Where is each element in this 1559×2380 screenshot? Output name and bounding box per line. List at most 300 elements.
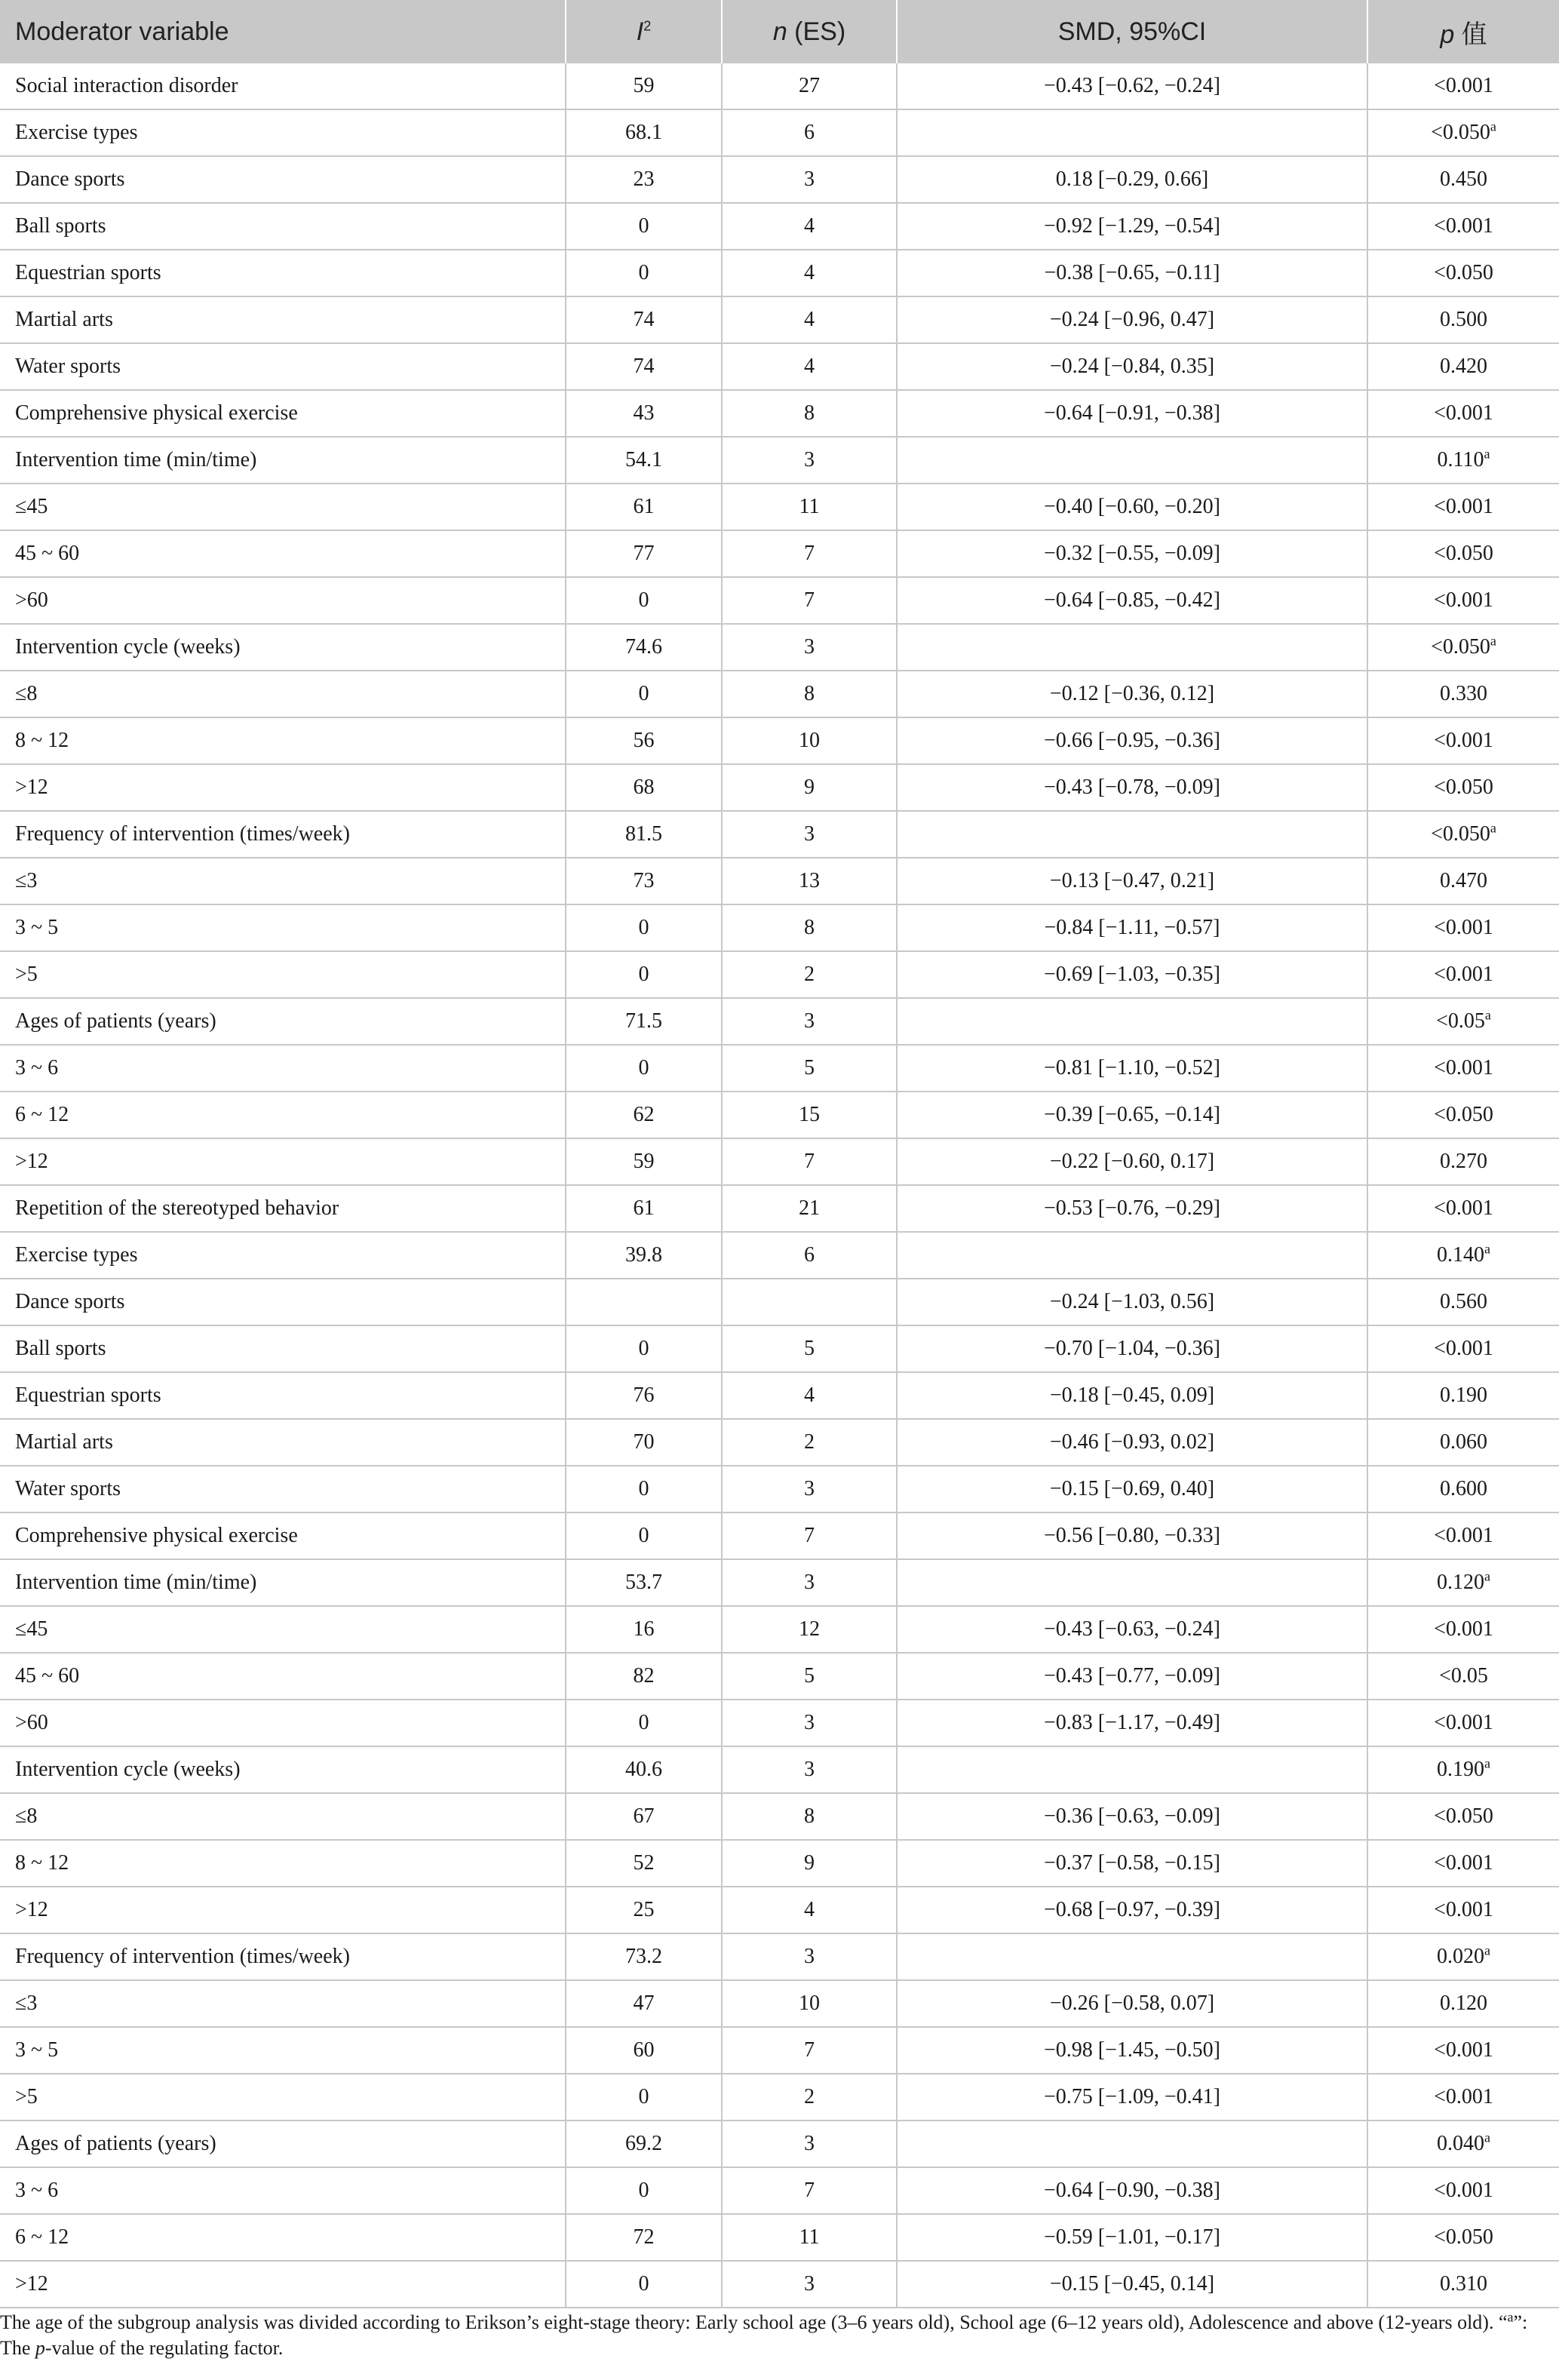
cell-smd-ci bbox=[897, 1933, 1367, 1980]
table-row bbox=[0, 2074, 1559, 2121]
cell-smd-ci bbox=[897, 109, 1367, 156]
table-row bbox=[0, 1045, 1559, 1092]
cell-i-squared: 16 bbox=[566, 1606, 722, 1653]
cell-smd-ci bbox=[897, 1232, 1367, 1279]
cell-n-es: 21 bbox=[722, 1185, 897, 1232]
cell-moderator-variable: 3 ~ 6 bbox=[0, 1045, 566, 1092]
cell-moderator-variable: Intervention time (min/time) bbox=[0, 1559, 566, 1606]
cell-smd-ci: −0.75 [−1.09, −0.41] bbox=[897, 2074, 1367, 2121]
cell-moderator-variable: Ages of patients (years) bbox=[0, 998, 566, 1045]
cell-moderator-variable: Martial arts bbox=[0, 1419, 566, 1466]
cell-i-squared: 0 bbox=[566, 2261, 722, 2308]
cell-moderator-variable: Intervention cycle (weeks) bbox=[0, 1746, 566, 1793]
table-row bbox=[0, 717, 1559, 764]
table-row bbox=[0, 390, 1559, 437]
table-row bbox=[0, 951, 1559, 998]
table-row bbox=[0, 530, 1559, 577]
cell-moderator-variable: 3 ~ 6 bbox=[0, 2167, 566, 2214]
header-moderator-variable: Moderator variable bbox=[0, 0, 566, 63]
cell-n-es: 2 bbox=[722, 2074, 897, 2121]
cell-p-value: 0.020$^a$ bbox=[1367, 1933, 1559, 1980]
header-p-value: p 值 bbox=[1367, 0, 1559, 63]
table-row bbox=[0, 1232, 1559, 1279]
cell-smd-ci: −0.32 [−0.55, −0.09] bbox=[897, 530, 1367, 577]
table-row bbox=[0, 811, 1559, 858]
cell-moderator-variable: Comprehensive physical exercise bbox=[0, 1512, 566, 1559]
cell-i-squared: 74.6 bbox=[566, 624, 722, 671]
cell-smd-ci: −0.38 [−0.65, −0.11] bbox=[897, 250, 1367, 296]
cell-moderator-variable: >12 bbox=[0, 1138, 566, 1185]
cell-i-squared: 56 bbox=[566, 717, 722, 764]
table-row bbox=[0, 998, 1559, 1045]
cell-moderator-variable: Frequency of intervention (times/week) bbox=[0, 811, 566, 858]
cell-n-es: 8 bbox=[722, 390, 897, 437]
cell-smd-ci: −0.59 [−1.01, −0.17] bbox=[897, 2214, 1367, 2261]
table-row bbox=[0, 296, 1559, 343]
cell-n-es: 9 bbox=[722, 764, 897, 811]
table-row bbox=[0, 1138, 1559, 1185]
cell-i-squared: 40.6 bbox=[566, 1746, 722, 1793]
cell-moderator-variable: Equestrian sports bbox=[0, 250, 566, 296]
footnote-marker: a bbox=[1484, 1007, 1491, 1023]
table-row bbox=[0, 1746, 1559, 1793]
cell-n-es: 7 bbox=[722, 2027, 897, 2074]
cell-n-es: 5 bbox=[722, 1045, 897, 1092]
cell-smd-ci: −0.40 [−0.60, −0.20] bbox=[897, 484, 1367, 530]
cell-p-value: 0.500 bbox=[1367, 296, 1559, 343]
cell-moderator-variable: Intervention time (min/time) bbox=[0, 437, 566, 484]
footnote-marker: a bbox=[1484, 1241, 1490, 1257]
cell-smd-ci: −0.81 [−1.10, −0.52] bbox=[897, 1045, 1367, 1092]
cell-moderator-variable: Comprehensive physical exercise bbox=[0, 390, 566, 437]
cell-moderator-variable: ≤45 bbox=[0, 484, 566, 530]
cell-p-value: <0.050 bbox=[1367, 530, 1559, 577]
table-footnote: The age of the subgroup analysis was divided according to Erikson’s eight-stage theory: Early school age (3–6 years old), School age (6–12 years old), Adolescence and above (12-years old). “$^a$”: The p-value of the regulating factor. bbox=[0, 2309, 1528, 2359]
cell-p-value: <0.001 bbox=[1367, 1887, 1559, 1933]
cell-p-value: 0.560 bbox=[1367, 1279, 1559, 1325]
cell-n-es: 7 bbox=[722, 530, 897, 577]
cell-smd-ci: −0.36 [−0.63, −0.09] bbox=[897, 1793, 1367, 1840]
table-row bbox=[0, 1185, 1559, 1232]
cell-smd-ci bbox=[897, 2121, 1367, 2167]
header-n-es: n (ES) bbox=[722, 0, 897, 63]
cell-moderator-variable: Water sports bbox=[0, 1466, 566, 1512]
cell-n-es: 3 bbox=[722, 1700, 897, 1746]
cell-n-es: 4 bbox=[722, 1372, 897, 1419]
cell-i-squared: 62 bbox=[566, 1092, 722, 1138]
cell-i-squared: 0 bbox=[566, 577, 722, 624]
cell-smd-ci: −0.64 [−0.90, −0.38] bbox=[897, 2167, 1367, 2214]
cell-smd-ci: −0.24 [−1.03, 0.56] bbox=[897, 1279, 1367, 1325]
cell-moderator-variable: Equestrian sports bbox=[0, 1372, 566, 1419]
cell-i-squared: 52 bbox=[566, 1840, 722, 1887]
cell-moderator-variable: Water sports bbox=[0, 343, 566, 390]
cell-i-squared: 74 bbox=[566, 296, 722, 343]
cell-i-squared: 59 bbox=[566, 1138, 722, 1185]
cell-i-squared: 0 bbox=[566, 1045, 722, 1092]
cell-i-squared: 0 bbox=[566, 671, 722, 717]
cell-i-squared: 25 bbox=[566, 1887, 722, 1933]
cell-moderator-variable: 3 ~ 5 bbox=[0, 2027, 566, 2074]
cell-smd-ci: −0.24 [−0.84, 0.35] bbox=[897, 343, 1367, 390]
cell-smd-ci: −0.68 [−0.97, −0.39] bbox=[897, 1887, 1367, 1933]
table-row bbox=[0, 2121, 1559, 2167]
cell-n-es: 12 bbox=[722, 1606, 897, 1653]
cell-p-value: 0.120 bbox=[1367, 1980, 1559, 2027]
cell-smd-ci: −0.66 [−0.95, −0.36] bbox=[897, 717, 1367, 764]
table-row bbox=[0, 1466, 1559, 1512]
footnote-marker: a bbox=[1484, 1568, 1490, 1584]
cell-moderator-variable: Frequency of intervention (times/week) bbox=[0, 1933, 566, 1980]
cell-p-value: 0.190$^a$ bbox=[1367, 1746, 1559, 1793]
cell-p-value: <0.001 bbox=[1367, 1606, 1559, 1653]
cell-i-squared: 60 bbox=[566, 2027, 722, 2074]
table-row bbox=[0, 2027, 1559, 2074]
cell-n-es: 3 bbox=[722, 1746, 897, 1793]
cell-n-es: 10 bbox=[722, 1980, 897, 2027]
cell-n-es: 6 bbox=[722, 1232, 897, 1279]
cell-i-squared: 0 bbox=[566, 1700, 722, 1746]
table-row bbox=[0, 1840, 1559, 1887]
cell-p-value: <0.001 bbox=[1367, 1185, 1559, 1232]
cell-p-value: 0.450 bbox=[1367, 156, 1559, 203]
cell-i-squared: 71.5 bbox=[566, 998, 722, 1045]
cell-n-es: 3 bbox=[722, 811, 897, 858]
table-row bbox=[0, 904, 1559, 951]
table-row bbox=[0, 1512, 1559, 1559]
cell-n-es: 4 bbox=[722, 250, 897, 296]
cell-p-value: <0.001 bbox=[1367, 2027, 1559, 2074]
cell-n-es: 8 bbox=[722, 671, 897, 717]
cell-n-es: 8 bbox=[722, 1793, 897, 1840]
header-i-squared: $I^2$ bbox=[566, 0, 722, 63]
cell-p-value: 0.330 bbox=[1367, 671, 1559, 717]
cell-smd-ci: −0.24 [−0.96, 0.47] bbox=[897, 296, 1367, 343]
footnote-marker: a bbox=[1490, 633, 1496, 649]
cell-p-value: 0.470 bbox=[1367, 858, 1559, 904]
cell-p-value: <0.001 bbox=[1367, 1045, 1559, 1092]
table-row bbox=[0, 858, 1559, 904]
cell-n-es: 13 bbox=[722, 858, 897, 904]
cell-p-value: <0.001 bbox=[1367, 951, 1559, 998]
table-row bbox=[0, 1092, 1559, 1138]
cell-smd-ci: −0.43 [−0.78, −0.09] bbox=[897, 764, 1367, 811]
cell-p-value: <0.001 bbox=[1367, 203, 1559, 250]
cell-moderator-variable: 6 ~ 12 bbox=[0, 1092, 566, 1138]
cell-moderator-variable: 45 ~ 60 bbox=[0, 1653, 566, 1700]
cell-n-es: 7 bbox=[722, 2167, 897, 2214]
cell-smd-ci: −0.83 [−1.17, −0.49] bbox=[897, 1700, 1367, 1746]
cell-p-value: <0.050 bbox=[1367, 1092, 1559, 1138]
cell-p-value: 0.040$^a$ bbox=[1367, 2121, 1559, 2167]
footnote-marker: a bbox=[1484, 2130, 1490, 2145]
cell-i-squared: 0 bbox=[566, 1325, 722, 1372]
cell-p-value: <0.050 bbox=[1367, 764, 1559, 811]
cell-p-value: 0.110$^a$ bbox=[1367, 437, 1559, 484]
cell-n-es: 3 bbox=[722, 156, 897, 203]
cell-i-squared: 67 bbox=[566, 1793, 722, 1840]
cell-smd-ci bbox=[897, 811, 1367, 858]
table-row bbox=[0, 1279, 1559, 1325]
cell-p-value: 0.140$^a$ bbox=[1367, 1232, 1559, 1279]
cell-p-value: <0.001 bbox=[1367, 484, 1559, 530]
cell-moderator-variable: Martial arts bbox=[0, 296, 566, 343]
cell-n-es: 3 bbox=[722, 437, 897, 484]
cell-smd-ci: −0.39 [−0.65, −0.14] bbox=[897, 1092, 1367, 1138]
cell-p-value: 0.120$^a$ bbox=[1367, 1559, 1559, 1606]
cell-n-es: 9 bbox=[722, 1840, 897, 1887]
cell-i-squared: 77 bbox=[566, 530, 722, 577]
cell-moderator-variable: ≤8 bbox=[0, 671, 566, 717]
cell-i-squared: 0 bbox=[566, 2167, 722, 2214]
cell-n-es: 4 bbox=[722, 203, 897, 250]
cell-i-squared: 68 bbox=[566, 764, 722, 811]
table-row bbox=[0, 63, 1559, 109]
table-row bbox=[0, 1887, 1559, 1933]
table-row bbox=[0, 1419, 1559, 1466]
cell-n-es: 4 bbox=[722, 296, 897, 343]
cell-p-value: 0.190 bbox=[1367, 1372, 1559, 1419]
table-row bbox=[0, 1325, 1559, 1372]
cell-n-es: 4 bbox=[722, 343, 897, 390]
cell-p-value: <0.001 bbox=[1367, 2167, 1559, 2214]
cell-p-value: 0.310 bbox=[1367, 2261, 1559, 2308]
cell-smd-ci: −0.92 [−1.29, −0.54] bbox=[897, 203, 1367, 250]
cell-p-value: <0.001 bbox=[1367, 63, 1559, 109]
cell-p-value: <0.001 bbox=[1367, 1840, 1559, 1887]
table-row bbox=[0, 2167, 1559, 2214]
footnote-marker: a bbox=[1484, 1942, 1490, 1958]
cell-i-squared: 0 bbox=[566, 250, 722, 296]
table-row bbox=[0, 1606, 1559, 1653]
cell-i-squared: 39.8 bbox=[566, 1232, 722, 1279]
table-row bbox=[0, 1980, 1559, 2027]
cell-moderator-variable: Exercise types bbox=[0, 109, 566, 156]
cell-p-value: <0.050$^a$ bbox=[1367, 109, 1559, 156]
cell-n-es: 5 bbox=[722, 1653, 897, 1700]
cell-i-squared: 82 bbox=[566, 1653, 722, 1700]
cell-moderator-variable: >60 bbox=[0, 1700, 566, 1746]
cell-p-value: <0.001 bbox=[1367, 1700, 1559, 1746]
cell-i-squared: 0 bbox=[566, 951, 722, 998]
cell-n-es: 5 bbox=[722, 1325, 897, 1372]
cell-n-es: 3 bbox=[722, 2121, 897, 2167]
table-body bbox=[0, 63, 1559, 2308]
cell-p-value: <0.050 bbox=[1367, 250, 1559, 296]
cell-moderator-variable: Repetition of the stereotyped behavior bbox=[0, 1185, 566, 1232]
cell-p-value: <0.05$^a$ bbox=[1367, 998, 1559, 1045]
cell-i-squared: 68.1 bbox=[566, 109, 722, 156]
cell-smd-ci bbox=[897, 437, 1367, 484]
cell-moderator-variable: 6 ~ 12 bbox=[0, 2214, 566, 2261]
cell-moderator-variable: ≤45 bbox=[0, 1606, 566, 1653]
cell-n-es: 10 bbox=[722, 717, 897, 764]
cell-smd-ci: −0.64 [−0.85, −0.42] bbox=[897, 577, 1367, 624]
cell-p-value: 0.420 bbox=[1367, 343, 1559, 390]
cell-i-squared: 47 bbox=[566, 1980, 722, 2027]
cell-moderator-variable: Intervention cycle (weeks) bbox=[0, 624, 566, 671]
cell-moderator-variable: Exercise types bbox=[0, 1232, 566, 1279]
footnote-marker: a bbox=[1490, 820, 1496, 836]
cell-smd-ci: −0.26 [−0.58, 0.07] bbox=[897, 1980, 1367, 2027]
cell-i-squared: 0 bbox=[566, 904, 722, 951]
cell-n-es: 3 bbox=[722, 2261, 897, 2308]
table-row bbox=[0, 1793, 1559, 1840]
footnote-marker: a bbox=[1484, 446, 1490, 462]
cell-i-squared: 43 bbox=[566, 390, 722, 437]
cell-moderator-variable: ≤3 bbox=[0, 858, 566, 904]
cell-smd-ci: −0.12 [−0.36, 0.12] bbox=[897, 671, 1367, 717]
header-smd-ci: SMD, 95%CI bbox=[897, 0, 1367, 63]
cell-n-es: 4 bbox=[722, 1887, 897, 1933]
cell-n-es: 3 bbox=[722, 1559, 897, 1606]
cell-moderator-variable: >5 bbox=[0, 2074, 566, 2121]
cell-moderator-variable: Ball sports bbox=[0, 1325, 566, 1372]
cell-smd-ci: −0.56 [−0.80, −0.33] bbox=[897, 1512, 1367, 1559]
cell-p-value: <0.050$^a$ bbox=[1367, 624, 1559, 671]
table-row bbox=[0, 1372, 1559, 1419]
cell-i-squared: 73 bbox=[566, 858, 722, 904]
cell-moderator-variable: 8 ~ 12 bbox=[0, 1840, 566, 1887]
cell-i-squared: 73.2 bbox=[566, 1933, 722, 1980]
cell-i-squared: 81.5 bbox=[566, 811, 722, 858]
table-row bbox=[0, 203, 1559, 250]
table-row bbox=[0, 671, 1559, 717]
cell-p-value: <0.001 bbox=[1367, 577, 1559, 624]
cell-i-squared: 59 bbox=[566, 63, 722, 109]
table-row bbox=[0, 156, 1559, 203]
cell-moderator-variable: ≤3 bbox=[0, 1980, 566, 2027]
table-row bbox=[0, 343, 1559, 390]
cell-n-es: 7 bbox=[722, 1138, 897, 1185]
cell-i-squared bbox=[566, 1279, 722, 1325]
cell-smd-ci: −0.22 [−0.60, 0.17] bbox=[897, 1138, 1367, 1185]
cell-smd-ci bbox=[897, 624, 1367, 671]
table-row bbox=[0, 1933, 1559, 1980]
cell-smd-ci: −0.43 [−0.62, −0.24] bbox=[897, 63, 1367, 109]
cell-n-es: 7 bbox=[722, 577, 897, 624]
cell-i-squared: 23 bbox=[566, 156, 722, 203]
cell-smd-ci: −0.64 [−0.91, −0.38] bbox=[897, 390, 1367, 437]
cell-smd-ci: −0.13 [−0.47, 0.21] bbox=[897, 858, 1367, 904]
cell-smd-ci: −0.98 [−1.45, −0.50] bbox=[897, 2027, 1367, 2074]
cell-p-value: 0.270 bbox=[1367, 1138, 1559, 1185]
cell-smd-ci: −0.70 [−1.04, −0.36] bbox=[897, 1325, 1367, 1372]
table-row bbox=[0, 484, 1559, 530]
table-row bbox=[0, 1700, 1559, 1746]
cell-moderator-variable: >5 bbox=[0, 951, 566, 998]
table-row bbox=[0, 1559, 1559, 1606]
table-row bbox=[0, 624, 1559, 671]
footnote-marker: a bbox=[1484, 1755, 1490, 1771]
cell-n-es: 11 bbox=[722, 2214, 897, 2261]
cell-n-es: 2 bbox=[722, 951, 897, 998]
cell-p-value: <0.001 bbox=[1367, 717, 1559, 764]
table-row bbox=[0, 764, 1559, 811]
cell-moderator-variable: Social interaction disorder bbox=[0, 63, 566, 109]
table-row bbox=[0, 1653, 1559, 1700]
cell-moderator-variable: 8 ~ 12 bbox=[0, 717, 566, 764]
cell-n-es: 15 bbox=[722, 1092, 897, 1138]
cell-smd-ci bbox=[897, 1746, 1367, 1793]
cell-smd-ci: −0.69 [−1.03, −0.35] bbox=[897, 951, 1367, 998]
cell-n-es: 3 bbox=[722, 624, 897, 671]
table-row bbox=[0, 2261, 1559, 2308]
table-row bbox=[0, 2214, 1559, 2261]
cell-i-squared: 53.7 bbox=[566, 1559, 722, 1606]
cell-moderator-variable: >12 bbox=[0, 1887, 566, 1933]
cell-p-value: <0.001 bbox=[1367, 904, 1559, 951]
cell-i-squared: 69.2 bbox=[566, 2121, 722, 2167]
cell-p-value: <0.001 bbox=[1367, 2074, 1559, 2121]
cell-i-squared: 61 bbox=[566, 484, 722, 530]
cell-smd-ci: −0.37 [−0.58, −0.15] bbox=[897, 1840, 1367, 1887]
footnote-marker: a bbox=[1490, 118, 1496, 134]
cell-smd-ci: −0.43 [−0.77, −0.09] bbox=[897, 1653, 1367, 1700]
cell-n-es: 7 bbox=[722, 1512, 897, 1559]
cell-p-value: <0.050$^a$ bbox=[1367, 811, 1559, 858]
cell-p-value: 0.060 bbox=[1367, 1419, 1559, 1466]
cell-n-es: 3 bbox=[722, 1466, 897, 1512]
cell-moderator-variable: >12 bbox=[0, 764, 566, 811]
cell-smd-ci: −0.15 [−0.69, 0.40] bbox=[897, 1466, 1367, 1512]
cell-i-squared: 72 bbox=[566, 2214, 722, 2261]
cell-n-es: 6 bbox=[722, 109, 897, 156]
cell-smd-ci bbox=[897, 1559, 1367, 1606]
table-row bbox=[0, 109, 1559, 156]
cell-smd-ci: −0.43 [−0.63, −0.24] bbox=[897, 1606, 1367, 1653]
table-row bbox=[0, 437, 1559, 484]
cell-moderator-variable: ≤8 bbox=[0, 1793, 566, 1840]
cell-i-squared: 0 bbox=[566, 1466, 722, 1512]
cell-i-squared: 0 bbox=[566, 1512, 722, 1559]
cell-i-squared: 0 bbox=[566, 203, 722, 250]
cell-n-es bbox=[722, 1279, 897, 1325]
cell-p-value: <0.001 bbox=[1367, 390, 1559, 437]
cell-p-value: <0.050 bbox=[1367, 2214, 1559, 2261]
header-row bbox=[0, 0, 1559, 63]
cell-n-es: 3 bbox=[722, 998, 897, 1045]
cell-n-es: 27 bbox=[722, 63, 897, 109]
cell-i-squared: 70 bbox=[566, 1419, 722, 1466]
cell-smd-ci: −0.18 [−0.45, 0.09] bbox=[897, 1372, 1367, 1419]
cell-p-value: 0.600 bbox=[1367, 1466, 1559, 1512]
cell-i-squared: 61 bbox=[566, 1185, 722, 1232]
cell-smd-ci: 0.18 [−0.29, 0.66] bbox=[897, 156, 1367, 203]
cell-p-value: <0.001 bbox=[1367, 1325, 1559, 1372]
cell-moderator-variable: >12 bbox=[0, 2261, 566, 2308]
cell-n-es: 11 bbox=[722, 484, 897, 530]
table-row bbox=[0, 577, 1559, 624]
cell-i-squared: 76 bbox=[566, 1372, 722, 1419]
cell-i-squared: 0 bbox=[566, 2074, 722, 2121]
cell-p-value: <0.050 bbox=[1367, 1793, 1559, 1840]
cell-moderator-variable: 45 ~ 60 bbox=[0, 530, 566, 577]
cell-moderator-variable: Ball sports bbox=[0, 203, 566, 250]
cell-smd-ci: −0.15 [−0.45, 0.14] bbox=[897, 2261, 1367, 2308]
cell-p-value: <0.001 bbox=[1367, 1512, 1559, 1559]
cell-n-es: 3 bbox=[722, 1933, 897, 1980]
cell-i-squared: 54.1 bbox=[566, 437, 722, 484]
cell-moderator-variable: >60 bbox=[0, 577, 566, 624]
cell-smd-ci: −0.53 [−0.76, −0.29] bbox=[897, 1185, 1367, 1232]
cell-p-value: <0.05 bbox=[1367, 1653, 1559, 1700]
cell-smd-ci bbox=[897, 998, 1367, 1045]
cell-moderator-variable: Dance sports bbox=[0, 156, 566, 203]
cell-moderator-variable: Ages of patients (years) bbox=[0, 2121, 566, 2167]
table-row bbox=[0, 250, 1559, 296]
cell-i-squared: 74 bbox=[566, 343, 722, 390]
